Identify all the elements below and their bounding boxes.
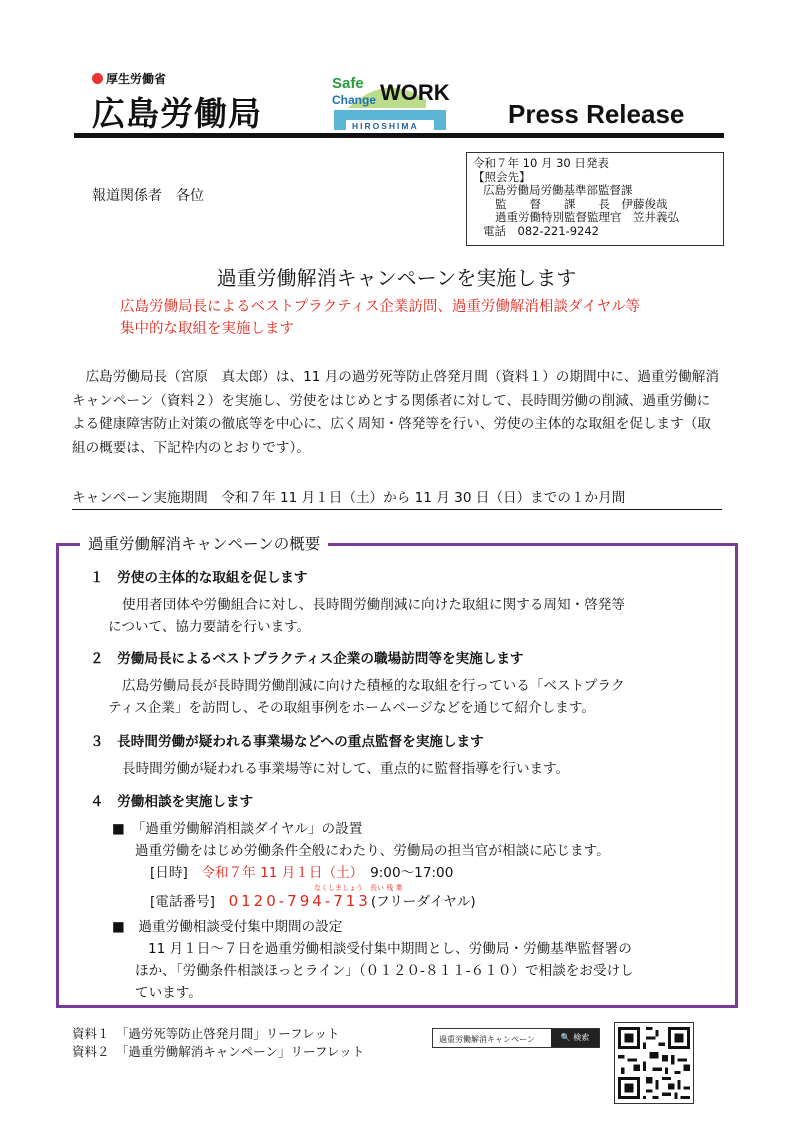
section-3-body: 長時間労働が疑われる事業場等に対して、重点的に監督指導を行います。 <box>122 761 570 777</box>
logo-safe: Safe <box>332 75 364 92</box>
contact-phone: 電話 082-221-9242 <box>483 223 599 238</box>
ministry-logo-icon <box>92 73 103 84</box>
reference-2: 資料２ 「過重労働解消キャンペーン」リーフレット <box>72 1044 365 1059</box>
subtitle-line-1: 広島労働局長によるベストプラクティス企業訪問、過重労働解消相談ダイヤル等 <box>120 299 640 315</box>
section-1-body-1: 使用者団体や労働組合に対し、長時間労働削減に向けた取組に関する周知・啓発等 <box>122 597 625 613</box>
subtitle-line-2: 集中的な取組を実施します <box>120 321 294 337</box>
contact-box <box>466 152 724 246</box>
subtitle <box>120 296 640 340</box>
dial-tel-row <box>150 890 476 913</box>
section-4-heading: ４ 労働相談を実施します <box>90 794 254 810</box>
section-4-item-2-body-2: ほか、「労働条件相談ほっとライン」（０１２０-８１１-６１０）で相談をお受けし <box>135 963 634 979</box>
press-release-label: Press Release <box>508 99 685 129</box>
qr-code-icon <box>614 1022 694 1104</box>
page-title: 過重労働解消キャンペーンを実施します <box>216 266 577 290</box>
contact-name-1: 伊藤俊哉 <box>621 196 668 211</box>
dial-date-row <box>150 862 453 884</box>
contact-dept: 広島労働局労働基準部監督課 <box>483 183 633 197</box>
dial-date-label: [日時] <box>150 865 188 881</box>
section-4-item-2: ■ 過重労働相談受付集中期間の設定 <box>112 919 343 935</box>
safe-work-logo <box>326 70 456 132</box>
dial-tel-note: (フリーダイヤル) <box>370 894 476 910</box>
section-2-body-2: ティス企業」を訪問し、その取組事例をホームページなどを通じて紹介します。 <box>108 700 595 716</box>
logo-city: HIROSHIMA <box>352 121 419 131</box>
intro-paragraph: 広島労働局長（宮原 真太郎）は、11 月の過労死等防止啓発月間（資料１）の期間中に、過重労働解消キャンペーン（資料２）を実施し、労使をはじめとする関係者に対して、長時間労働の削減、過重労働による健康障害防止対策の徹底等を中心に、広く周知・啓発等を行い、労使の主体的な取組を促します（取組の概要は、下記枠内のとおりです）。 <box>72 369 719 456</box>
ministry-label: 厚生労働省 <box>106 72 167 86</box>
contact-role-2: 過重労働特別監督監理官 <box>495 210 622 224</box>
contact-label: 【照会先】 <box>473 169 531 184</box>
section-4-item-1: ■ 「過重労働解消相談ダイヤル」の設置 <box>112 821 363 837</box>
ministry-name <box>92 70 166 87</box>
section-4-item-2-body-1: 11 月１日～７日を過重労働相談受付集中期間とし、労働局・労働基準監督署の <box>148 941 632 957</box>
campaign-period: キャンペーン実施期間 令和７年 11 月１日（土）から 11 月 30 日（日）までの１か月間 <box>72 486 722 510</box>
section-1-heading: １ 労使の主体的な取組を促します <box>90 570 308 586</box>
header-divider <box>74 133 724 138</box>
overview-title: 過重労働解消キャンペーンの概要 <box>80 532 328 554</box>
section-4-item-1-body: 過重労働をはじめ労働条件全般にわたり、労働局の担当官が相談に応じます。 <box>135 843 610 859</box>
logo-change: Change <box>332 93 377 107</box>
section-1-body-2: について、協力要請を行います。 <box>108 619 311 635</box>
tel-ruby: なくしましょう 長い 残 業 <box>314 884 403 892</box>
dial-time: 9:00～17:00 <box>370 865 454 881</box>
logo-work: WORK <box>380 80 450 105</box>
reference-list <box>72 1025 364 1061</box>
dial-tel-label: [電話番号] <box>150 894 215 910</box>
section-2-body-1: 広島労働局長が長時間労働削減に向けた積極的な取組を行っている「ベストプラク <box>122 678 625 694</box>
search-query: 過重労働解消キャンペーン <box>439 1035 535 1044</box>
contact-name-2: 笠井義弘 <box>633 210 679 224</box>
section-3-heading: ３ 長時間労働が疑われる事業場などへの重点監督を実施します <box>90 734 484 750</box>
bureau-name: 広島労働局 <box>92 94 262 133</box>
release-date: 令和７年 10 月 30 日発表 <box>473 156 609 170</box>
dial-tel-number: 0120-794-713 <box>228 892 371 910</box>
section-2-heading: ２ 労働局長によるベストプラクティス企業の職場訪問等を実施します <box>90 651 524 667</box>
recipients: 報道関係者 各位 <box>92 188 204 204</box>
reference-1: 資料１ 「過労死等防止啓発月間」リーフレット <box>72 1026 340 1041</box>
contact-role-1: 監 督 課 長 <box>495 196 610 211</box>
search-box[interactable] <box>432 1028 600 1048</box>
dial-date-value: 令和７年 11 月１日（土） <box>201 865 357 881</box>
section-4-item-2-body-3: ています。 <box>135 985 202 1001</box>
search-button[interactable]: 🔍 検索 <box>551 1029 599 1047</box>
